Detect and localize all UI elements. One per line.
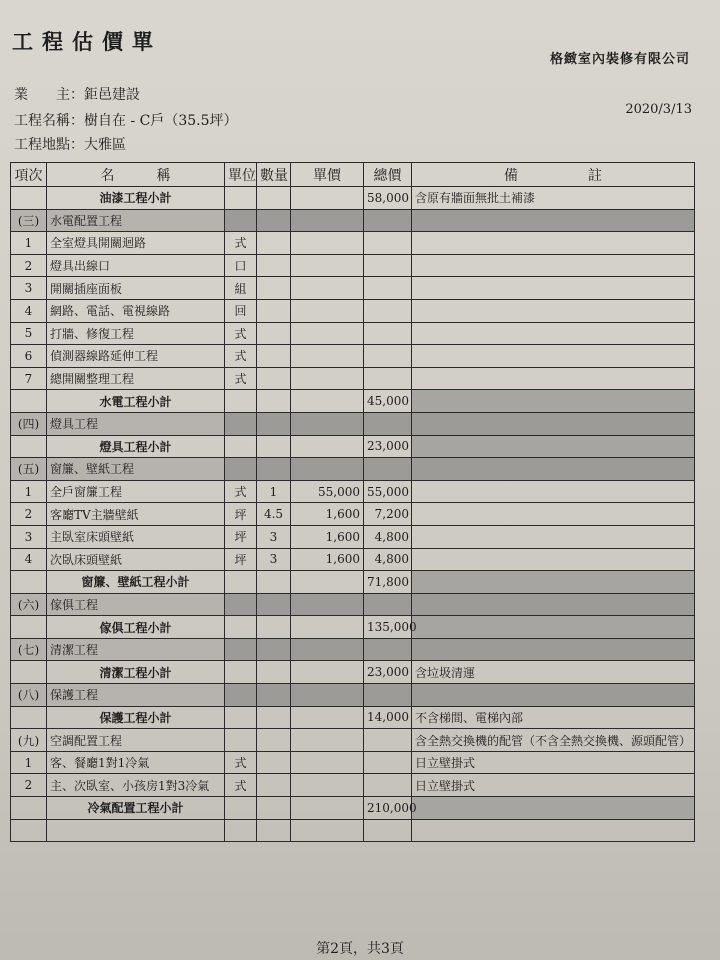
cell-total: 14,000	[364, 706, 412, 729]
cell-name: 燈具出線口	[47, 254, 225, 277]
table-row	[11, 232, 695, 255]
cell-total	[364, 254, 412, 277]
cell-name: 窗簾、壁紙工程小計	[47, 571, 225, 594]
cell-qty: 4.5	[257, 503, 291, 526]
cell-name: 清潔工程	[47, 638, 225, 661]
cell-no: 3	[11, 525, 47, 548]
cell-note	[412, 390, 695, 413]
cell-qty	[257, 571, 291, 594]
cell-note	[412, 277, 695, 300]
section-row	[11, 729, 695, 752]
cell-no: 3	[11, 277, 47, 300]
cell-note	[412, 209, 695, 232]
cell-no: 2	[11, 774, 47, 797]
cell-total: 210,000	[364, 797, 412, 820]
cell-name: 客、餐廳1對1冷氣	[47, 751, 225, 774]
cell-note	[412, 616, 695, 639]
cell-name: 水電配置工程	[47, 209, 225, 232]
cell-note	[412, 503, 695, 526]
cell-total	[364, 299, 412, 322]
cell-price	[291, 751, 364, 774]
cell-price	[291, 232, 364, 255]
subtotal-row	[11, 616, 695, 639]
cell-unit: 式	[225, 774, 257, 797]
cell-price	[291, 367, 364, 390]
cell-note	[412, 254, 695, 277]
cell-price	[291, 661, 364, 684]
section-row	[11, 638, 695, 661]
project-label: 工程名稱：	[14, 113, 84, 129]
owner-line	[14, 84, 140, 104]
subtotal-row	[11, 706, 695, 729]
header-price: 單價	[291, 163, 364, 187]
cell-qty	[257, 232, 291, 255]
document-date: 2020/3/13	[625, 102, 692, 117]
project-value: 樹自在 - C戶（35.5坪）	[84, 113, 238, 129]
cell-name: 偵測器線路延伸工程	[47, 345, 225, 368]
cell-total	[364, 412, 412, 435]
site-line	[14, 134, 126, 154]
cell-no: 7	[11, 367, 47, 390]
cell-price: 55,000	[291, 480, 364, 503]
cell-unit	[225, 390, 257, 413]
cell-price	[291, 322, 364, 345]
section-row	[11, 684, 695, 707]
cell-qty	[257, 299, 291, 322]
cell-qty	[257, 367, 291, 390]
cell-qty	[257, 616, 291, 639]
cell-price	[291, 593, 364, 616]
cell-unit	[225, 209, 257, 232]
cell-no: 1	[11, 751, 47, 774]
estimate-table	[10, 162, 695, 842]
document-title: 工程估價單	[12, 29, 162, 54]
cell-name: 打牆、修復工程	[47, 322, 225, 345]
subtotal-row	[11, 187, 695, 210]
cell-total	[364, 751, 412, 774]
cell-note	[412, 593, 695, 616]
cell-price	[291, 774, 364, 797]
cell-no	[11, 819, 47, 842]
cell-name: 主臥室床頭壁紙	[47, 525, 225, 548]
cell-price	[291, 412, 364, 435]
cell-total	[364, 729, 412, 752]
cell-name: 空調配置工程	[47, 729, 225, 752]
cell-no: 1	[11, 480, 47, 503]
cell-no: 1	[11, 232, 47, 255]
table-row	[11, 548, 695, 571]
cell-qty	[257, 458, 291, 481]
section-row	[11, 593, 695, 616]
cell-qty	[257, 322, 291, 345]
company-name: 格緻室內裝修有限公司	[549, 52, 690, 67]
cell-no	[11, 390, 47, 413]
cell-no: (八)	[11, 684, 47, 707]
cell-total: 4,800	[364, 548, 412, 571]
cell-unit	[225, 819, 257, 842]
cell-no	[11, 571, 47, 594]
cell-price	[291, 209, 364, 232]
cell-unit	[225, 616, 257, 639]
cell-qty: 3	[257, 525, 291, 548]
table-row	[11, 751, 695, 774]
cell-no: 4	[11, 299, 47, 322]
cell-price	[291, 345, 364, 368]
cell-price	[291, 187, 364, 210]
cell-qty	[257, 661, 291, 684]
cell-unit: 組	[225, 277, 257, 300]
section-row	[11, 412, 695, 435]
cell-unit	[225, 187, 257, 210]
cell-qty	[257, 819, 291, 842]
cell-name: 清潔工程小計	[47, 661, 225, 684]
cell-name: 總開關整理工程	[47, 367, 225, 390]
cell-qty	[257, 638, 291, 661]
cell-price	[291, 571, 364, 594]
cell-name: 冷氣配置工程小計	[47, 797, 225, 820]
cell-total: 58,000	[364, 187, 412, 210]
cell-note: 含全熱交換機的配管（不含全熱交換機、源頭配管）	[412, 729, 695, 752]
cell-name: 油漆工程小計	[47, 187, 225, 210]
cell-unit: 式	[225, 322, 257, 345]
table-row	[11, 525, 695, 548]
project-line	[14, 110, 238, 130]
cell-qty	[257, 797, 291, 820]
cell-name: 燈具工程小計	[47, 435, 225, 458]
cell-total	[364, 774, 412, 797]
cell-total: 4,800	[364, 525, 412, 548]
cell-unit: 回	[225, 299, 257, 322]
cell-unit	[225, 571, 257, 594]
cell-note: 含垃圾清運	[412, 661, 695, 684]
owner-label: 業 主：	[14, 87, 84, 103]
cell-qty	[257, 277, 291, 300]
cell-price	[291, 638, 364, 661]
cell-total	[364, 638, 412, 661]
cell-no	[11, 435, 47, 458]
cell-qty	[257, 774, 291, 797]
header-note: 備 註	[412, 163, 695, 187]
cell-name: 保護工程	[47, 684, 225, 707]
cell-no	[11, 706, 47, 729]
cell-qty	[257, 751, 291, 774]
cell-name: 主、次臥室、小孩房1對3冷氣	[47, 774, 225, 797]
cell-total	[364, 593, 412, 616]
header-no: 項次	[11, 163, 47, 187]
header-name: 名 稱	[47, 163, 225, 187]
cell-unit	[225, 458, 257, 481]
cell-name: 窗簾、壁紙工程	[47, 458, 225, 481]
cell-unit	[225, 706, 257, 729]
subtotal-row	[11, 797, 695, 820]
cell-note	[412, 819, 695, 842]
cell-note	[412, 525, 695, 548]
cell-price	[291, 616, 364, 639]
cell-total: 55,000	[364, 480, 412, 503]
cell-note: 日立壁掛式	[412, 751, 695, 774]
cell-unit: 式	[225, 345, 257, 368]
cell-unit	[225, 797, 257, 820]
cell-note	[412, 435, 695, 458]
cell-qty	[257, 412, 291, 435]
header-unit: 單位	[225, 163, 257, 187]
cell-price	[291, 435, 364, 458]
table-row	[11, 480, 695, 503]
cell-qty	[257, 729, 291, 752]
subtotal-row	[11, 435, 695, 458]
cell-note	[412, 345, 695, 368]
cell-total: 7,200	[364, 503, 412, 526]
cell-note	[412, 458, 695, 481]
cell-name: 燈具工程	[47, 412, 225, 435]
cell-note	[412, 299, 695, 322]
cell-name: 網路、電話、電視線路	[47, 299, 225, 322]
site-label: 工程地點：	[14, 137, 84, 153]
cell-unit	[225, 729, 257, 752]
cell-qty	[257, 593, 291, 616]
cell-price: 1,600	[291, 503, 364, 526]
cell-price	[291, 299, 364, 322]
table-header-row	[11, 163, 695, 187]
cell-note	[412, 638, 695, 661]
cell-name: 水電工程小計	[47, 390, 225, 413]
cell-note: 日立壁掛式	[412, 774, 695, 797]
cell-unit: 坪	[225, 503, 257, 526]
cell-total	[364, 232, 412, 255]
cell-total	[364, 367, 412, 390]
cell-unit: 式	[225, 232, 257, 255]
cell-total	[364, 322, 412, 345]
cell-note	[412, 480, 695, 503]
cell-total	[364, 684, 412, 707]
page-footer: 第2頁，共3頁	[316, 941, 404, 957]
cell-total	[364, 209, 412, 232]
table-row	[11, 277, 695, 300]
cell-no	[11, 616, 47, 639]
cell-qty: 1	[257, 480, 291, 503]
cell-unit: 坪	[225, 525, 257, 548]
cell-note	[412, 797, 695, 820]
cell-no: 4	[11, 548, 47, 571]
cell-no: 2	[11, 503, 47, 526]
section-row	[11, 209, 695, 232]
cell-unit: 口	[225, 254, 257, 277]
cell-qty	[257, 390, 291, 413]
cell-no	[11, 187, 47, 210]
cell-name: 傢俱工程小計	[47, 616, 225, 639]
cell-note	[412, 548, 695, 571]
cell-total	[364, 819, 412, 842]
cell-note	[412, 571, 695, 594]
cell-name: 次臥床頭壁紙	[47, 548, 225, 571]
table-row	[11, 503, 695, 526]
cell-name: 保護工程小計	[47, 706, 225, 729]
header-total: 總價	[364, 163, 412, 187]
cell-total: 135,000	[364, 616, 412, 639]
cell-total	[364, 458, 412, 481]
table-row	[11, 254, 695, 277]
cell-total: 23,000	[364, 661, 412, 684]
cell-price	[291, 254, 364, 277]
cell-note	[412, 412, 695, 435]
cell-unit: 式	[225, 751, 257, 774]
cell-price	[291, 797, 364, 820]
cell-note	[412, 367, 695, 390]
cell-total: 71,800	[364, 571, 412, 594]
subtotal-row	[11, 390, 695, 413]
cell-unit: 坪	[225, 548, 257, 571]
cell-total	[364, 345, 412, 368]
cell-unit	[225, 593, 257, 616]
cell-name: 開關插座面板	[47, 277, 225, 300]
cell-price	[291, 390, 364, 413]
cell-unit: 式	[225, 480, 257, 503]
section-row	[11, 458, 695, 481]
cell-qty	[257, 187, 291, 210]
cell-no: 6	[11, 345, 47, 368]
cell-note: 不含梯間、電梯內部	[412, 706, 695, 729]
table-row	[11, 367, 695, 390]
cell-no: (五)	[11, 458, 47, 481]
table-row	[11, 322, 695, 345]
cell-unit	[225, 638, 257, 661]
cell-unit	[225, 435, 257, 458]
subtotal-row	[11, 661, 695, 684]
cell-total: 45,000	[364, 390, 412, 413]
cell-name: 客廳TV主牆壁紙	[47, 503, 225, 526]
header-qty: 數量	[257, 163, 291, 187]
cell-note	[412, 684, 695, 707]
cell-price	[291, 277, 364, 300]
cell-unit	[225, 684, 257, 707]
cell-name	[47, 819, 225, 842]
table-row	[11, 819, 695, 842]
site-value: 大雅區	[84, 137, 126, 153]
cell-unit	[225, 661, 257, 684]
cell-no: (六)	[11, 593, 47, 616]
cell-price: 1,600	[291, 548, 364, 571]
cell-price	[291, 684, 364, 707]
cell-qty	[257, 254, 291, 277]
cell-no: 5	[11, 322, 47, 345]
cell-no	[11, 797, 47, 820]
cell-unit: 式	[225, 367, 257, 390]
cell-note	[412, 322, 695, 345]
cell-price	[291, 458, 364, 481]
cell-qty: 3	[257, 548, 291, 571]
cell-qty	[257, 435, 291, 458]
cell-note: 含原有牆面無批土補漆	[412, 187, 695, 210]
cell-price: 1,600	[291, 525, 364, 548]
cell-name: 傢俱工程	[47, 593, 225, 616]
cell-price	[291, 706, 364, 729]
cell-qty	[257, 345, 291, 368]
cell-name: 全戶窗簾工程	[47, 480, 225, 503]
cell-price	[291, 819, 364, 842]
cell-note	[412, 232, 695, 255]
table-body	[11, 187, 695, 842]
cell-no: (九)	[11, 729, 47, 752]
cell-price	[291, 729, 364, 752]
table-row	[11, 345, 695, 368]
cell-no: (三)	[11, 209, 47, 232]
table-row	[11, 299, 695, 322]
cell-no: (四)	[11, 412, 47, 435]
cell-total	[364, 277, 412, 300]
subtotal-row	[11, 571, 695, 594]
cell-no	[11, 661, 47, 684]
cell-name: 全室燈具開關迴路	[47, 232, 225, 255]
cell-qty	[257, 209, 291, 232]
cell-total: 23,000	[364, 435, 412, 458]
cell-unit	[225, 412, 257, 435]
cell-qty	[257, 706, 291, 729]
table-row	[11, 774, 695, 797]
cell-no: 2	[11, 254, 47, 277]
owner-value: 鉅邑建設	[84, 87, 140, 103]
cell-no: (七)	[11, 638, 47, 661]
cell-qty	[257, 684, 291, 707]
